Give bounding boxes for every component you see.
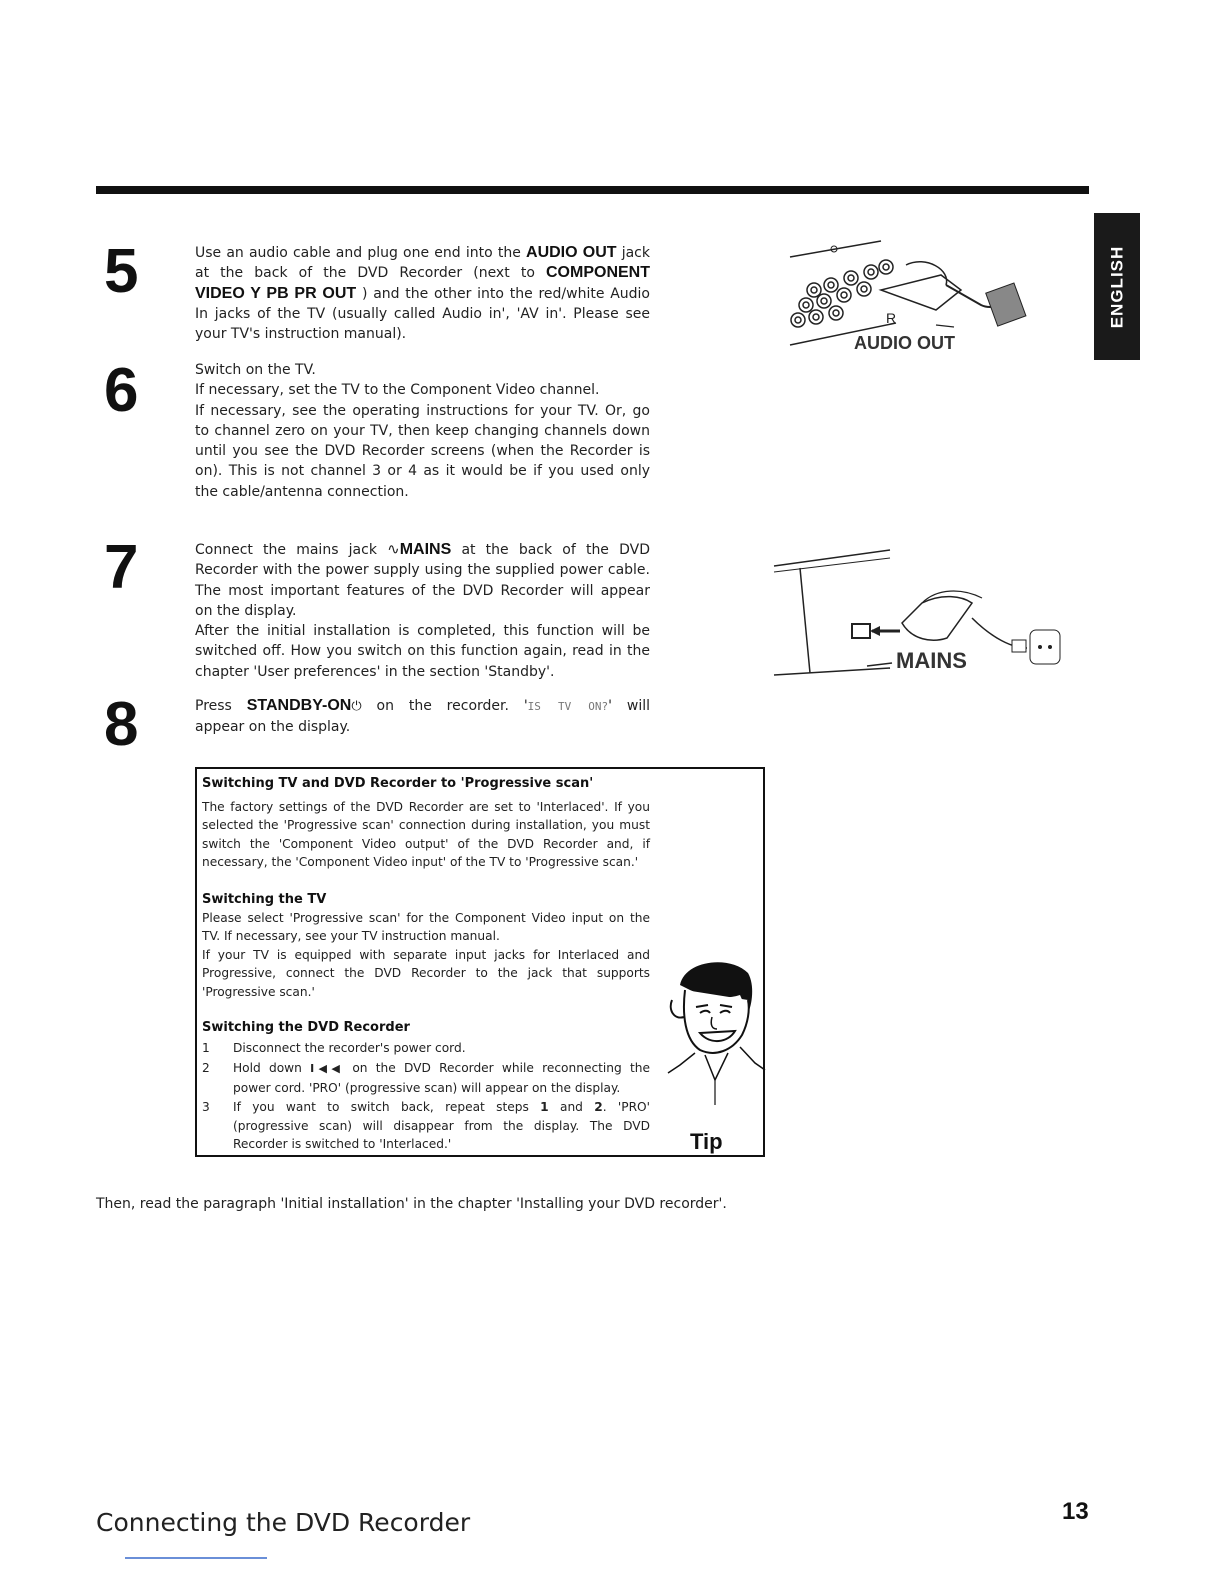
step-number-5: 5 [104,237,139,306]
language-tab-label: ENGLISH [1107,245,1126,328]
tip-mascot-illustration [660,955,770,1125]
r-jack-label: R [886,310,897,326]
display-segment-text: IS TV ON? [527,700,609,713]
step-8-text: Press STANDBY-ON⏻ on the recorder. 'IS TV ON?' will appear on the display. [195,697,650,736]
tip-paragraph-1: The factory settings of the DVD Recorder are set to 'Interlaced'. If you selected the 'Progressive scan' connection during installation, you must switch the 'Component Video output' of the DVD Recorder and, if necessary, the 'Component Video input' of the TV to 'Progressive scan.' [202,800,650,870]
tip-heading-tv: Switching the TV [202,892,327,907]
step-number-8: 8 [104,690,139,759]
step-number-7: 7 [104,533,139,602]
footer-underline [125,1557,267,1559]
language-tab [1094,213,1140,360]
footer-section-title: Connecting the DVD Recorder [96,1508,471,1537]
step-number-6: 6 [104,356,139,425]
mains-keyword: MAINS [399,541,452,558]
previous-icon: I◀◀ [310,1062,345,1075]
top-rule [96,186,1089,194]
step-5-text: Use an audio cable and plug one end into the AUDIO OUT jack at the back of the DVD Recorder (next to COMPONENT VIDEO Y PB PR OUT ) and the other into the red/white Audio In jacks of the TV (usually called Audio in', 'AV in'. Please see your TV's instruction manual). [195,244,651,343]
audio-out-illustration [786,235,1046,360]
closing-paragraph: Then, read the paragraph 'Initial installation' in the chapter 'Installing your DVD recorder'. [96,1196,727,1212]
tip-heading-recorder: Switching the DVD Recorder [202,1020,410,1035]
step-7-text: Connect the mains jack ∿MAINS at the back of the DVD Recorder with the power supply using the supplied power cable. The most important features of the DVD Recorder will appear on the display. After the initial installation is completed, this function will be switched off. How you switch on this function again, read in the chapter 'User preferences' in the section 'Standby'. [195,540,650,680]
tip-box: Switching TV and DVD Recorder to 'Progressive scan' The factory settings of the DVD Recorder are set to 'Interlaced'. If you selected the 'Progressive scan' connection during installation, you must switch the 'Component Video output' of the DVD Recorder and, if necessary, the 'Component Video input' of the TV to 'Progressive scan.' Switching the TV Please select 'Progressive scan' for the Component Video input on the TV. If necessary, see your TV instruction manual. If your TV is equipped with separate input jacks for Interlaced and Progressive, connect the DVD Recorder to the jack that supports 'Progressive scan.' Switching the DVD Recorder 1 Disconnect the recorder's power cord. 2 Hold down I◀◀ on the DVD Recorder while reconnecting the power cord. 'PRO' (progressive scan) will appear on the display. 3 If you want to switch back, repeat steps 1 and 2. 'PRO' (progressive scan) will disappear from the display. The DVD Recorder is switched to 'Interlaced.' [195,767,765,1157]
component-keyword: COMPONENT [546,264,650,282]
video-ypbpr-keyword: VIDEO Y PB PR OUT [195,284,357,302]
audio-out-keyword: AUDIO OUT [526,244,617,261]
tip-label: Tip [690,1129,723,1154]
mains-label: MAINS [896,648,967,673]
page-number: 13 [1062,1498,1089,1525]
step-6-text: Switch on the TV. If necessary, set the TV to the Component Video channel. If necessary, see the operating instructions for your TV. Or, go to channel zero on your TV, then keep changing channels down until you see the DVD Recorder screens (when the Recorder is on). This is not channel 3 or 4 as it would be if you used only the cable/antenna connection. [195,362,650,500]
mains-illustration [772,548,1067,683]
mains-symbol-icon: ∿ [387,540,400,558]
power-icon: ⏻ [351,699,362,714]
tip-heading-progressive: Switching TV and DVD Recorder to 'Progressive scan' [202,776,594,791]
audio-out-label: AUDIO OUT [854,333,955,353]
standby-on-keyword: STANDBY-ON [246,697,352,714]
tip-paragraph-2: Please select 'Progressive scan' for the Component Video input on the TV. If necessary, see your TV instruction manual. If your TV is equipped with separate input jacks for Interlaced and Progressive, connect the DVD Recorder to the jack that supports 'Progressive scan.' [202,911,650,999]
